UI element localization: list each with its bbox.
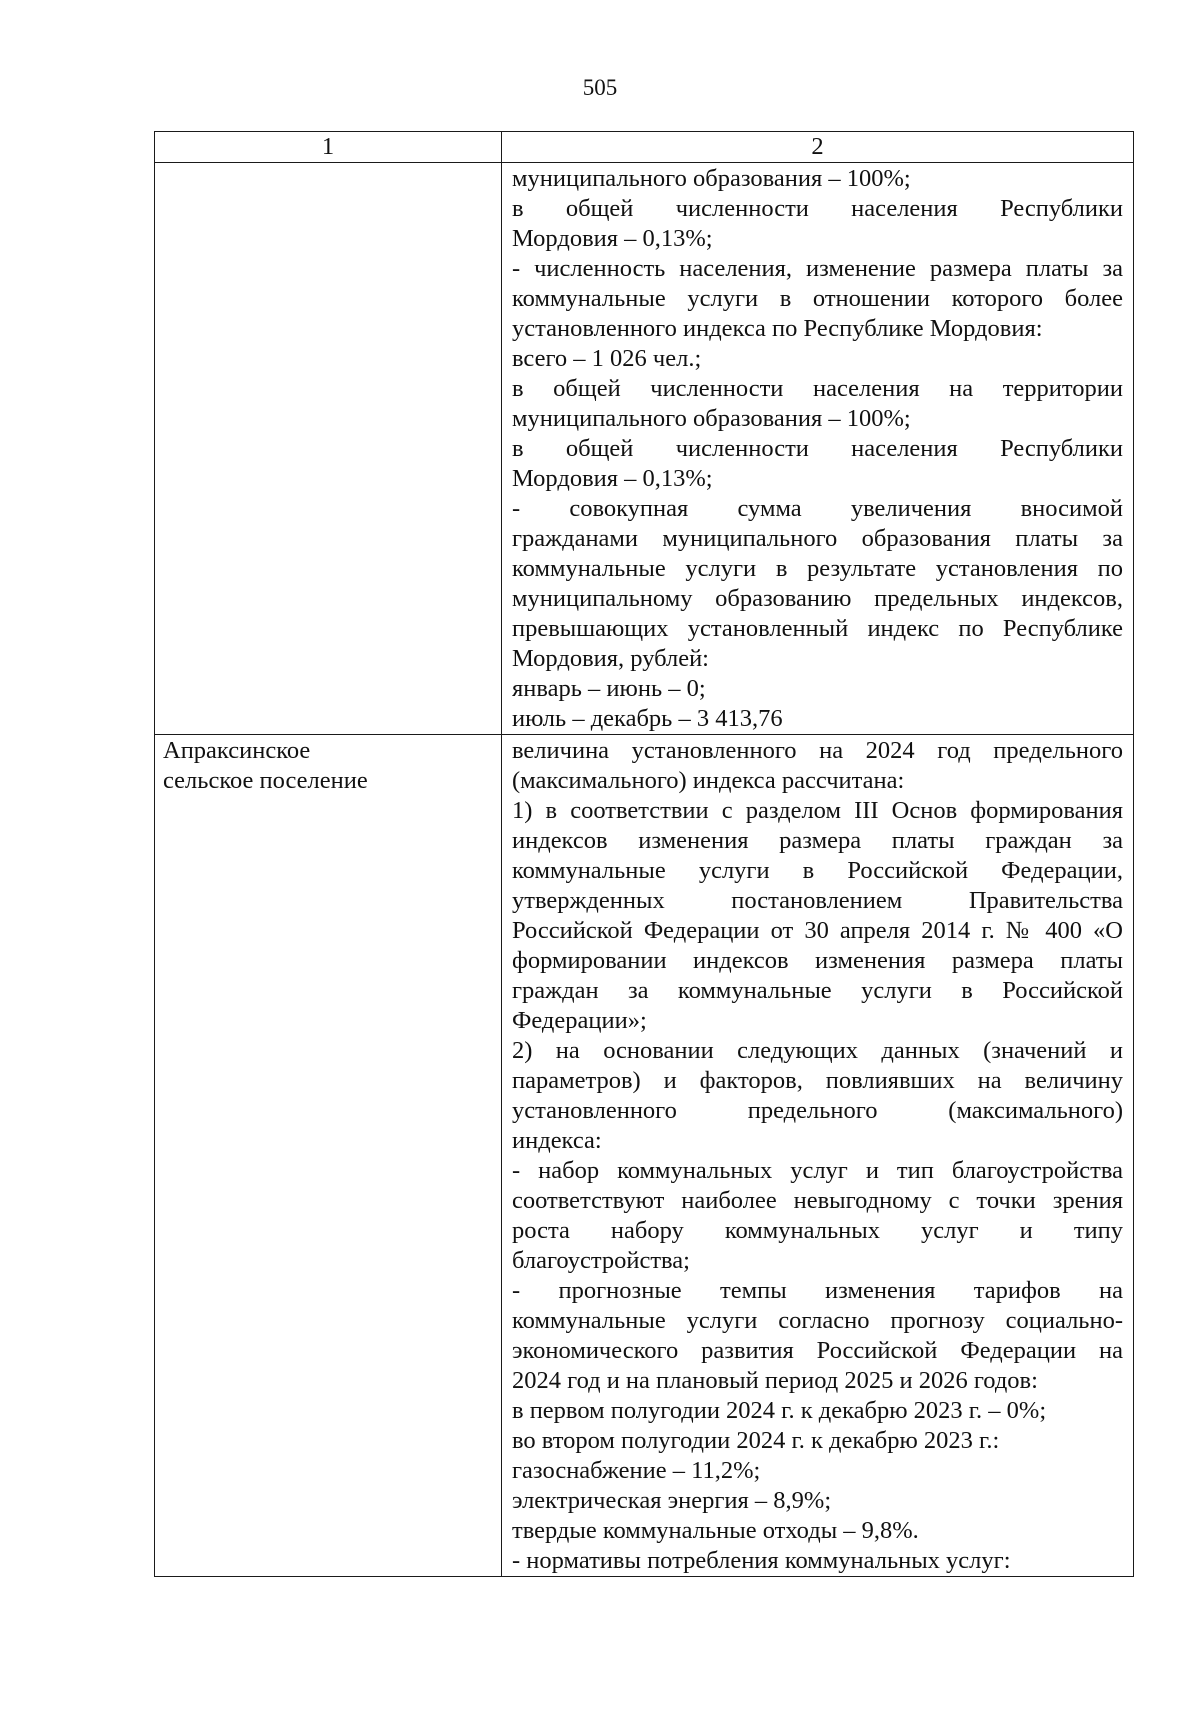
table-row <box>155 163 1134 735</box>
description-line: в общей численности населения Республики <box>512 435 1123 462</box>
description-line: 1) в соответствии с разделом III Основ формирования <box>512 797 1123 824</box>
description-line: всего – 1 026 чел.; <box>512 345 702 372</box>
description-line: - прогнозные темпы изменения тарифов на <box>512 1277 1123 1304</box>
table-header-row <box>155 132 1134 163</box>
description-line: утвержденных постановлением Правительства <box>512 887 1123 914</box>
description-line: установленного предельного (максимального) <box>512 1097 1123 1124</box>
description-line: благоустройства; <box>512 1247 690 1274</box>
description-cell <box>502 163 1134 735</box>
description-line: во втором полугодии 2024 г. к декабрю 2023 г.: <box>512 1427 1000 1454</box>
description-line: в первом полугодии 2024 г. к декабрю 2023 г. – 0%; <box>512 1397 1047 1424</box>
description-line: коммунальные услуги в результате установления по <box>512 555 1123 582</box>
description-line: превышающих установленный индекс по Республике <box>512 615 1123 642</box>
description-line: Мордовия – 0,13%; <box>512 225 713 252</box>
description-line: граждан за коммунальные услуги в Российской <box>512 977 1123 1004</box>
description-line: Мордовия, рублей: <box>512 645 709 672</box>
page-number: 505 <box>582 75 618 100</box>
description-line: в общей численности населения на территории <box>512 375 1123 402</box>
description-line: индекса: <box>512 1127 602 1154</box>
description-line: экономического развития Российской Федерации на <box>512 1337 1123 1364</box>
settlement-name-line: сельское поселение <box>163 767 368 794</box>
description-line: величина установленного на 2024 год предельного <box>512 737 1123 764</box>
description-line: соответствуют наиболее невыгодному с точки зрения <box>512 1187 1123 1214</box>
description-line: индексов изменения размера платы граждан за <box>512 827 1123 854</box>
description-line: газоснабжение – 11,2%; <box>512 1457 761 1484</box>
description-line: - численность населения, изменение размера платы за <box>512 255 1123 282</box>
description-line: - совокупная сумма увеличения вносимой <box>512 495 1123 522</box>
description-line: твердые коммунальные отходы – 9,8%. <box>512 1517 919 1544</box>
description-line: коммунальные услуги в Российской Федерации, <box>512 857 1123 884</box>
description-line: роста набору коммунальных услуг и типу <box>512 1217 1123 1244</box>
description-line: параметров) и факторов, повлиявших на величину <box>512 1067 1123 1094</box>
description-line: гражданами муниципального образования платы за <box>512 525 1123 552</box>
description-line: Мордовия – 0,13%; <box>512 465 713 492</box>
description-line: январь – июнь – 0; <box>512 675 706 702</box>
column-header-1: 1 <box>155 132 502 163</box>
description-line: (максимального) индекса рассчитана: <box>512 767 905 794</box>
settlement-name-line: Апраксинское <box>163 737 311 764</box>
description-line: Федерации»; <box>512 1007 647 1034</box>
description-line: коммунальные услуги согласно прогнозу социально- <box>512 1307 1123 1334</box>
description-line: муниципального образования – 100%; <box>512 405 911 432</box>
description-line: коммунальные услуги в отношении которого более <box>512 285 1123 312</box>
column-header-2: 2 <box>502 132 1134 163</box>
description-line: - набор коммунальных услуг и тип благоустройства <box>512 1157 1123 1184</box>
description-line: муниципальному образованию предельных индексов, <box>512 585 1123 612</box>
description-line: июль – декабрь – 3 413,76 <box>512 705 783 732</box>
document-table <box>154 131 1134 1577</box>
description-line: Российской Федерации от 30 апреля 2014 г. № 400 «О <box>512 917 1123 944</box>
description-line: 2024 год и на плановый период 2025 и 2026 годов: <box>512 1367 1038 1394</box>
description-line: формировании индексов изменения размера платы <box>512 947 1123 974</box>
description-line: 2) на основании следующих данных (значений и <box>512 1037 1123 1064</box>
table-row <box>155 735 1134 1577</box>
description-line: электрическая энергия – 8,9%; <box>512 1487 832 1514</box>
settlement-name-cell <box>155 735 502 1577</box>
description-line: в общей численности населения Республики <box>512 195 1123 222</box>
description-cell <box>502 735 1134 1577</box>
description-line: установленного индекса по Республике Мордовия: <box>512 315 1043 342</box>
settlement-name-cell <box>155 163 502 735</box>
description-line: - нормативы потребления коммунальных услуг: <box>512 1547 1011 1574</box>
description-line: муниципального образования – 100%; <box>512 165 911 192</box>
